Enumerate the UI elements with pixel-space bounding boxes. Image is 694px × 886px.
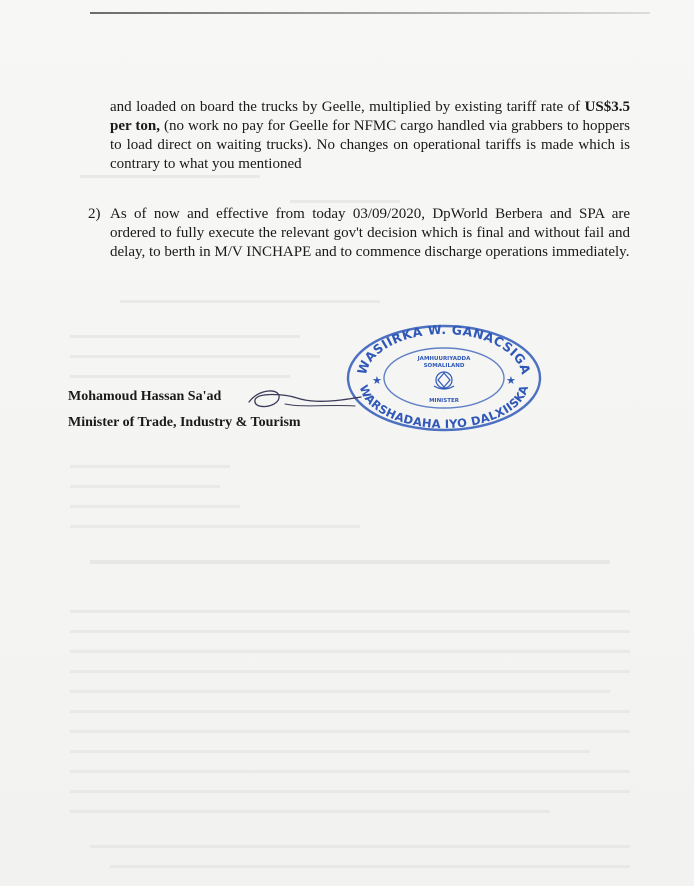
signatory-name: Mohamoud Hassan Sa'ad bbox=[68, 389, 222, 404]
signatory-title: Minister of Trade, Industry & Tourism bbox=[68, 415, 301, 430]
top-rule bbox=[90, 12, 650, 14]
paragraph-2-text: As of now and effective from today 03/09/2020, DpWorld Berbera and SPA are ordered to fully execute the relevant gov't decision which is final and without fail and delay, to berth in M/V INCHAPE and to commence discharge operations immediately. bbox=[110, 206, 630, 260]
paragraph-2-number: 2) bbox=[88, 206, 101, 222]
official-stamp bbox=[344, 320, 544, 432]
stamp-bottom-text: WARSHADAHA IYO DALXIISKA bbox=[356, 382, 532, 432]
tariff-rate: US$3.5 per ton, bbox=[110, 99, 630, 134]
paragraph-2 bbox=[88, 205, 630, 262]
stamp-star-left-icon: ★ bbox=[372, 374, 382, 387]
stamp-inner-line-2: SOMALILAND bbox=[423, 363, 465, 369]
stamp-star-right-icon: ★ bbox=[506, 374, 516, 387]
stamp-top-text: WASIIRKA W. GANACSIGA bbox=[354, 321, 534, 377]
paragraph-1-text-b: (no work no pay for Geelle for NFMC cargo handled via grabbers to hoppers to load direct on waiting trucks). No changes on operational tariffs is made which is contrary to what you mentioned bbox=[110, 118, 630, 172]
paragraph-1 bbox=[110, 98, 630, 174]
stamp-inner-line-3: MINISTER bbox=[429, 398, 459, 404]
stamp-inner-line-1: JAMHUURIYADDA bbox=[417, 356, 471, 362]
stamp-emblem-icon bbox=[434, 372, 454, 389]
paragraph-1-text-a: and loaded on board the trucks by Geelle, multiplied by existing tariff rate of bbox=[110, 99, 585, 115]
